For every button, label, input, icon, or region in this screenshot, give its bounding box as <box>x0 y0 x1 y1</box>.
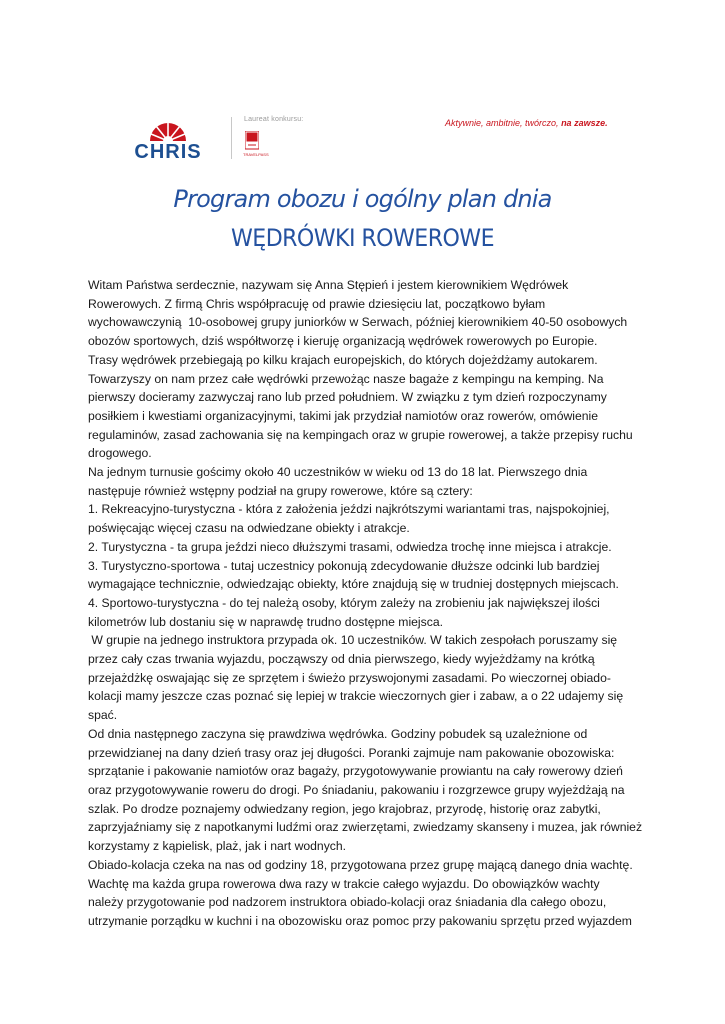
body-line: wymagające technicznie, odwiedzając obiekty, które znajdują się w trudniej dostępnych miejscach. <box>88 577 619 592</box>
body-line: Obiado-kolacja czeka na nas od godziny 18, przygotowana przez grupę mającą danego dnia wachtę. <box>88 857 633 872</box>
body-line: wychowawczynią 10-osobowej grupy juniorków w Serwach, później kierownikiem 40-50 osobowych <box>88 315 628 330</box>
body-line: zaprzyjaźniamy się z napotkanymi ludźmi oraz zwierzętami, zwiedzamy skanseny i muzea, jak również <box>88 820 643 835</box>
tagline-text: Aktywnie, ambitnie, twórczo, <box>445 118 559 128</box>
body-line: Towarzyszy on nam przez całe wędrówki przewożąc nasze bagaże z kempingu na kemping. Na <box>88 371 604 386</box>
body-line: spać. <box>88 708 118 723</box>
body-line: posiłkiem i kwestiami organizacyjnymi, takimi jak przydział namiotów oraz rowerów, omówienie <box>88 408 599 423</box>
body-line: przez cały czas trwania wyjazdu, począwszy od dnia pierwszego, kiedy wyjeżdżamy na krótką <box>88 652 595 667</box>
body-line: Trasy wędrówek przebiegają po kilku krajach europejskich, do których dojeżdżamy autokarem. <box>88 352 598 367</box>
award-badge-icon <box>245 131 259 151</box>
page-subtitle: WĘDRÓWKI ROWEROWE <box>231 224 494 252</box>
body-line: kilometrów lub dostaniu się w naprawdę trudno dostępne miejsca. <box>88 614 443 629</box>
body-line: korzystamy z kąpielisk, plaż, jak i nart wodnych. <box>88 839 347 854</box>
body-line: obozów sportowych, dziś współtworzę i kieruję organizacją wędrówek rowerowych po Europie. <box>88 334 598 349</box>
body-line: utrzymanie porządku w kuchni i na obozowisku oraz pomoc przy pakowaniu sprzętu przed wyjazdem <box>88 913 632 928</box>
body-line: pierwszy docieramy zazwyczaj rano lub przed południem. W związku z tym dzień rozpoczynamy <box>88 390 607 405</box>
body-line: drogowego. <box>88 446 152 461</box>
brand-name: CHRIS <box>134 141 202 161</box>
body-line: Na jednym turnusie gościmy około 40 uczestników w wieku od 13 do 18 lat. Pierwszego dnia <box>88 465 588 480</box>
body-line: Rowerowych. Z firmą Chris współpracuję od prawie dziesięciu lat, początkowo byłam <box>88 296 546 311</box>
document-header <box>0 0 725 175</box>
chris-wordmark <box>118 141 218 161</box>
laureat-label: Laureat konkursu: <box>244 116 304 123</box>
page-title: Program obozu i ogólny plan dnia <box>173 185 552 213</box>
body-line: oraz przygotowywanie roweru do drogi. Po śniadaniu, pakowaniu i rozgrzewce grupy wyjeżdżają na <box>88 782 625 797</box>
body-text <box>88 276 643 931</box>
body-line: Wachtę ma każda grupa rowerowa dwa razy w trakcie całego wyjazdu. Do obowiązków wachty <box>88 876 600 891</box>
body-line: 3. Turystyczno-sportowa - tutaj uczestnicy pokonują zdecydowanie dłuższe odcinki lub bardziej <box>88 558 600 573</box>
body-line: przejażdżkę oswajając się ze sprzętem i świeżo przyswojonymi zasadami. Po wieczornej obiado- <box>88 670 611 685</box>
body-line: przewidzianej na dany dzień trasy oraz jej długości. Poranki zajmuje nam pakowanie obozowiska: <box>88 745 615 760</box>
body-line: 1. Rekreacyjno-turystyczna - która z założenia jeździ najkrótszymi wariantami tras, najspokojniej, <box>88 502 610 517</box>
body-line: szlak. Po drodze poznajemy odwiedzany region, jego krajobraz, przyrodę, historię oraz zabytki, <box>88 801 601 816</box>
sun-rays-icon <box>146 117 190 141</box>
body-line: należy przygotowanie pod nadzorem instruktora obiado-kolacji oraz śniadania dla całego obozu, <box>88 895 607 910</box>
body-line: Witam Państwa serdecznie, nazywam się Anna Stępień i jestem kierownikiem Wędrówek <box>88 278 569 292</box>
body-line: poświęcając więcej czasu na odwiedzane obiekty i atrakcje. <box>88 521 410 536</box>
body-line: W grupie na jednego instruktora przypada ok. 10 uczestników. W takich zespołach poruszamy się <box>88 633 618 648</box>
body-line: sprzątanie i pakowanie namiotów oraz bagaży, przygotowywanie prowiantu na cały rowerowy dzień <box>88 764 623 779</box>
body-line: Od dnia następnego zaczyna się prawdziwa wędrówka. Godziny pobudek są uzależnione od <box>88 726 588 741</box>
body-line: regulaminów, zasad zachowania się na kempingach oraz w grupie rowerowej, a także przepisy ruchu <box>88 427 633 442</box>
tagline <box>445 118 608 128</box>
chris-logo <box>118 117 218 162</box>
body-line: kolacji mamy jeszcze czas poznać się lepiej w trakcie wieczornych gier i zabaw, a o 22 udajemy się <box>88 689 624 704</box>
award-caption: TRAVELPASS <box>243 152 269 157</box>
body-line: 4. Sportowo-turystyczna - do tej należą osoby, którym zależy na zrobieniu jak największej ilości <box>88 595 600 610</box>
header-divider <box>231 117 232 159</box>
body-line: 2. Turystyczna - ta grupa jeździ nieco dłuższymi trasami, odwiedza trochę inne miejsca i atrakcje. <box>88 539 612 554</box>
tagline-emphasis: na zawsze. <box>561 118 608 128</box>
body-line: następuje również wstępny podział na grupy rowerowe, które są cztery: <box>88 483 473 498</box>
